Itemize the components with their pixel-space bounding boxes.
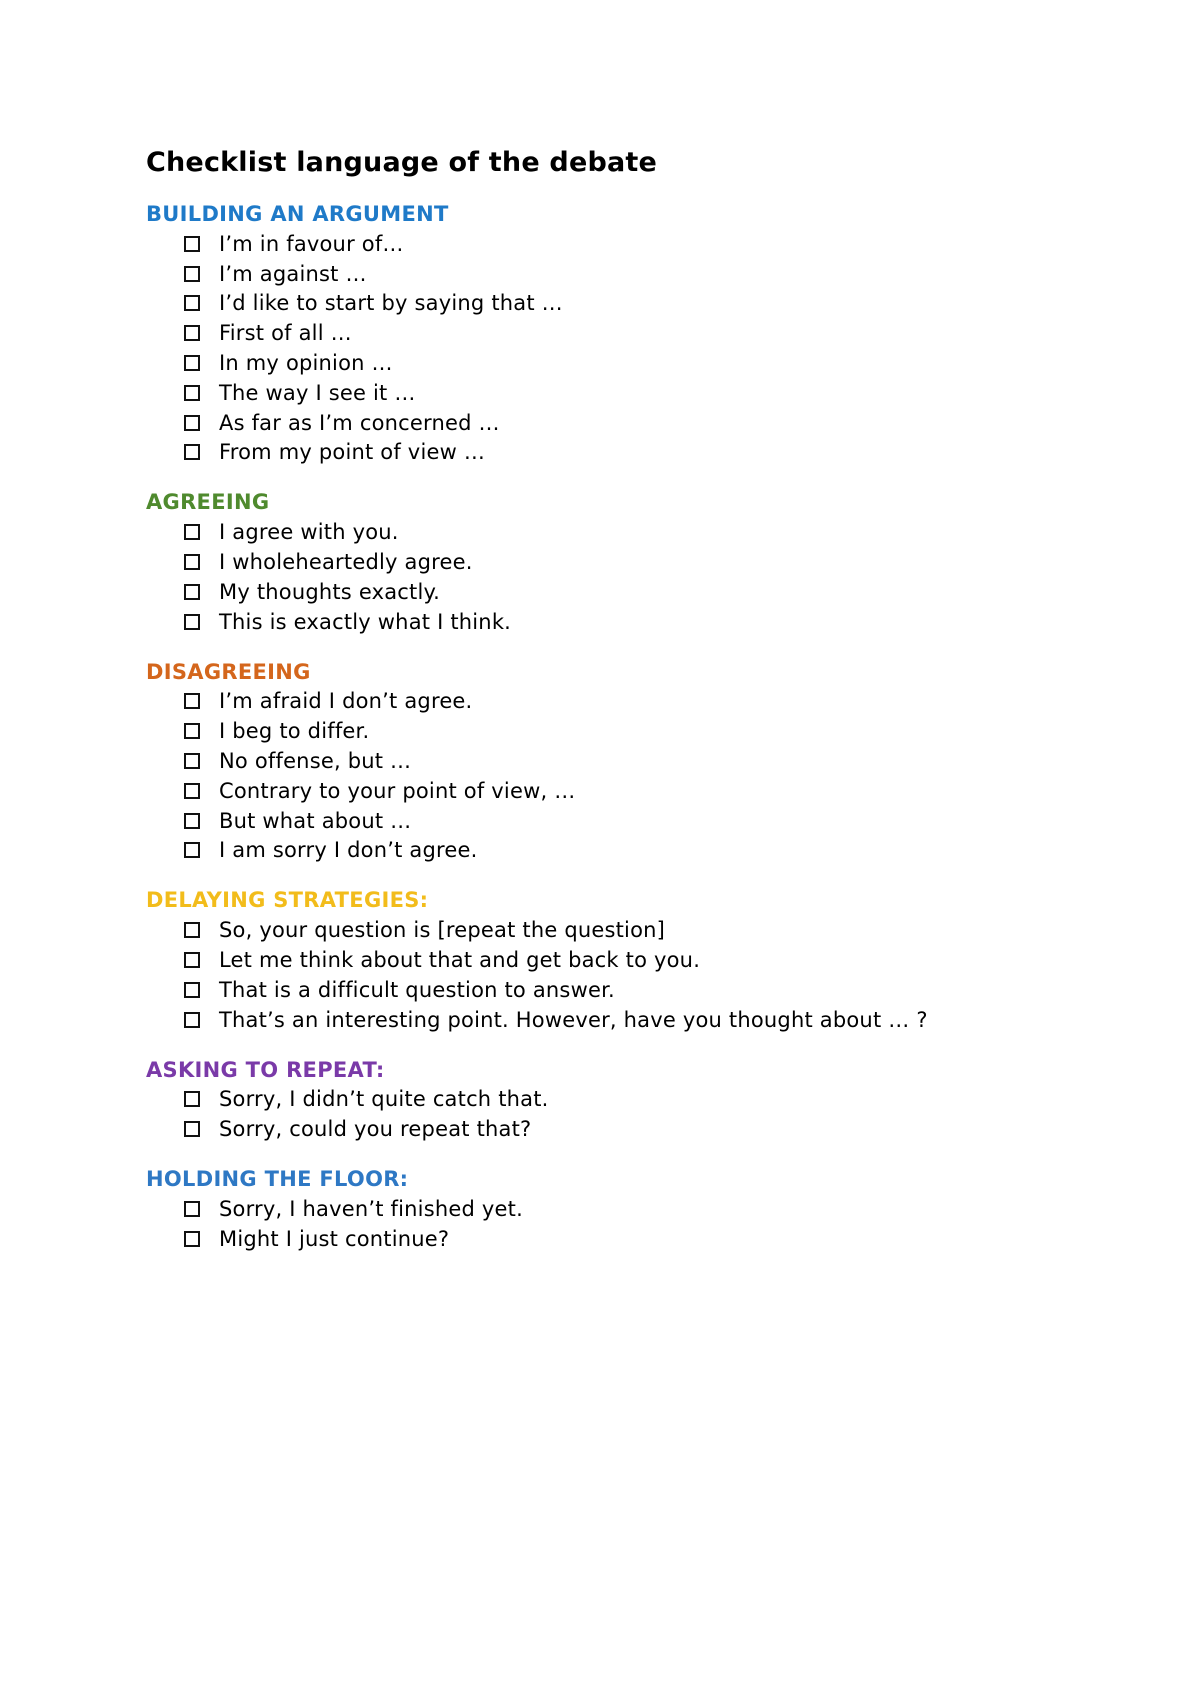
checkbox[interactable] (184, 813, 200, 829)
checkbox[interactable] (184, 385, 200, 401)
checkbox[interactable] (184, 1201, 200, 1217)
checkbox[interactable] (184, 723, 200, 739)
sections-container (146, 199, 1106, 1254)
checklist-item-text: So, your question is [repeat the question] (219, 918, 666, 943)
checklist-item (184, 1005, 1106, 1035)
checkbox[interactable] (184, 266, 200, 282)
checklist-item (184, 1194, 1106, 1224)
checklist-item (184, 915, 1106, 945)
checklist-item-text: That is a difficult question to answer. (219, 977, 615, 1002)
checklist-item-text: I’m against … (219, 261, 367, 286)
checklist-item-text: That’s an interesting point. However, have you thought about … ? (219, 1007, 928, 1032)
checkbox[interactable] (184, 693, 200, 709)
checkbox[interactable] (184, 415, 200, 431)
checklist-item (184, 547, 1106, 577)
checklist-item (184, 716, 1106, 746)
checkbox[interactable] (184, 842, 200, 858)
checklist-item (184, 607, 1106, 637)
checklist-item-text: Might I just continue? (219, 1226, 450, 1251)
section-delaying-strategies (146, 885, 1106, 1034)
checkbox[interactable] (184, 1231, 200, 1247)
checklist-item-text: This is exactly what I think. (219, 609, 512, 634)
page-title: Checklist language of the debate (146, 147, 658, 178)
checklist-item-text: First of all … (219, 321, 352, 346)
checklist-item-text: The way I see it … (219, 380, 416, 405)
checkbox[interactable] (184, 554, 200, 570)
checkbox[interactable] (184, 295, 200, 311)
checklist-item-text: I am sorry I don’t agree. (219, 838, 478, 863)
section-asking-to-repeat (146, 1055, 1106, 1145)
checklist-item (184, 378, 1106, 408)
checklist-item (184, 975, 1106, 1005)
checklist-item-text: Sorry, I didn’t quite catch that. (219, 1087, 549, 1112)
checkbox[interactable] (184, 783, 200, 799)
checklist-item (184, 229, 1106, 259)
checkbox[interactable] (184, 1012, 200, 1028)
checklist (146, 1085, 1106, 1145)
section-heading: HOLDING THE FLOOR: (146, 1167, 409, 1192)
checkbox[interactable] (184, 753, 200, 769)
checklist-item (184, 408, 1106, 438)
checklist-item-text: Contrary to your point of view, … (219, 778, 576, 803)
checkbox[interactable] (184, 524, 200, 540)
checklist (146, 687, 1106, 866)
checklist-item (184, 1224, 1106, 1254)
document-page (146, 140, 1106, 1274)
section-heading: BUILDING AN ARGUMENT (146, 202, 449, 226)
checklist-item (184, 577, 1106, 607)
checklist-item (184, 318, 1106, 348)
section-heading: DISAGREEING (146, 659, 311, 684)
checklist-item-text: But what about … (219, 808, 412, 833)
checkbox[interactable] (184, 952, 200, 968)
checklist (146, 915, 1106, 1034)
checklist-item (184, 438, 1106, 468)
checkbox[interactable] (184, 1091, 200, 1107)
checklist-item-text: I’d like to start by saying that … (219, 291, 563, 316)
checklist-item-text: I’m in favour of… (219, 231, 404, 256)
section-heading: ASKING TO REPEAT: (146, 1057, 385, 1082)
checklist-item-text: As far as I’m concerned … (219, 410, 500, 435)
section-agreeing (146, 487, 1106, 636)
checkbox[interactable] (184, 444, 200, 460)
checklist-item-text: My thoughts exactly. (219, 579, 440, 604)
section-building-an-argument (146, 199, 1106, 467)
checkbox[interactable] (184, 236, 200, 252)
checklist-item (184, 836, 1106, 866)
checklist-item (184, 806, 1106, 836)
checklist-item-text: Sorry, I haven’t finished yet. (219, 1197, 523, 1222)
checkbox[interactable] (184, 922, 200, 938)
checklist-item (184, 1085, 1106, 1115)
checklist-item-text: I wholeheartedly agree. (219, 550, 473, 575)
section-holding-the-floor (146, 1164, 1106, 1254)
checklist-item (184, 746, 1106, 776)
checklist (146, 229, 1106, 467)
section-heading: DELAYING STRATEGIES: (146, 888, 429, 913)
checklist-item (184, 289, 1106, 319)
checklist-item-text: No offense, but … (219, 749, 412, 774)
checklist-item-text: I agree with you. (219, 520, 399, 545)
checkbox[interactable] (184, 1121, 200, 1137)
checklist-item-text: I beg to differ. (219, 719, 370, 744)
checklist-item (184, 1114, 1106, 1144)
section-heading: AGREEING (146, 490, 270, 515)
checklist-item-text: Let me think about that and get back to you. (219, 948, 701, 973)
checkbox[interactable] (184, 614, 200, 630)
checklist-item-text: Sorry, could you repeat that? (219, 1117, 532, 1142)
checklist (146, 517, 1106, 636)
checkbox[interactable] (184, 355, 200, 371)
checklist (146, 1194, 1106, 1254)
checklist-item (184, 259, 1106, 289)
checkbox[interactable] (184, 325, 200, 341)
checklist-item-text: I’m afraid I don’t agree. (219, 689, 473, 714)
checkbox[interactable] (184, 982, 200, 998)
checklist-item-text: In my opinion … (219, 351, 393, 376)
section-disagreeing (146, 657, 1106, 866)
checklist-item-text: From my point of view … (219, 440, 486, 465)
checklist-item (184, 687, 1106, 717)
checklist-item (184, 517, 1106, 547)
checklist-item (184, 776, 1106, 806)
checklist-item (184, 945, 1106, 975)
checkbox[interactable] (184, 584, 200, 600)
checklist-item (184, 348, 1106, 378)
